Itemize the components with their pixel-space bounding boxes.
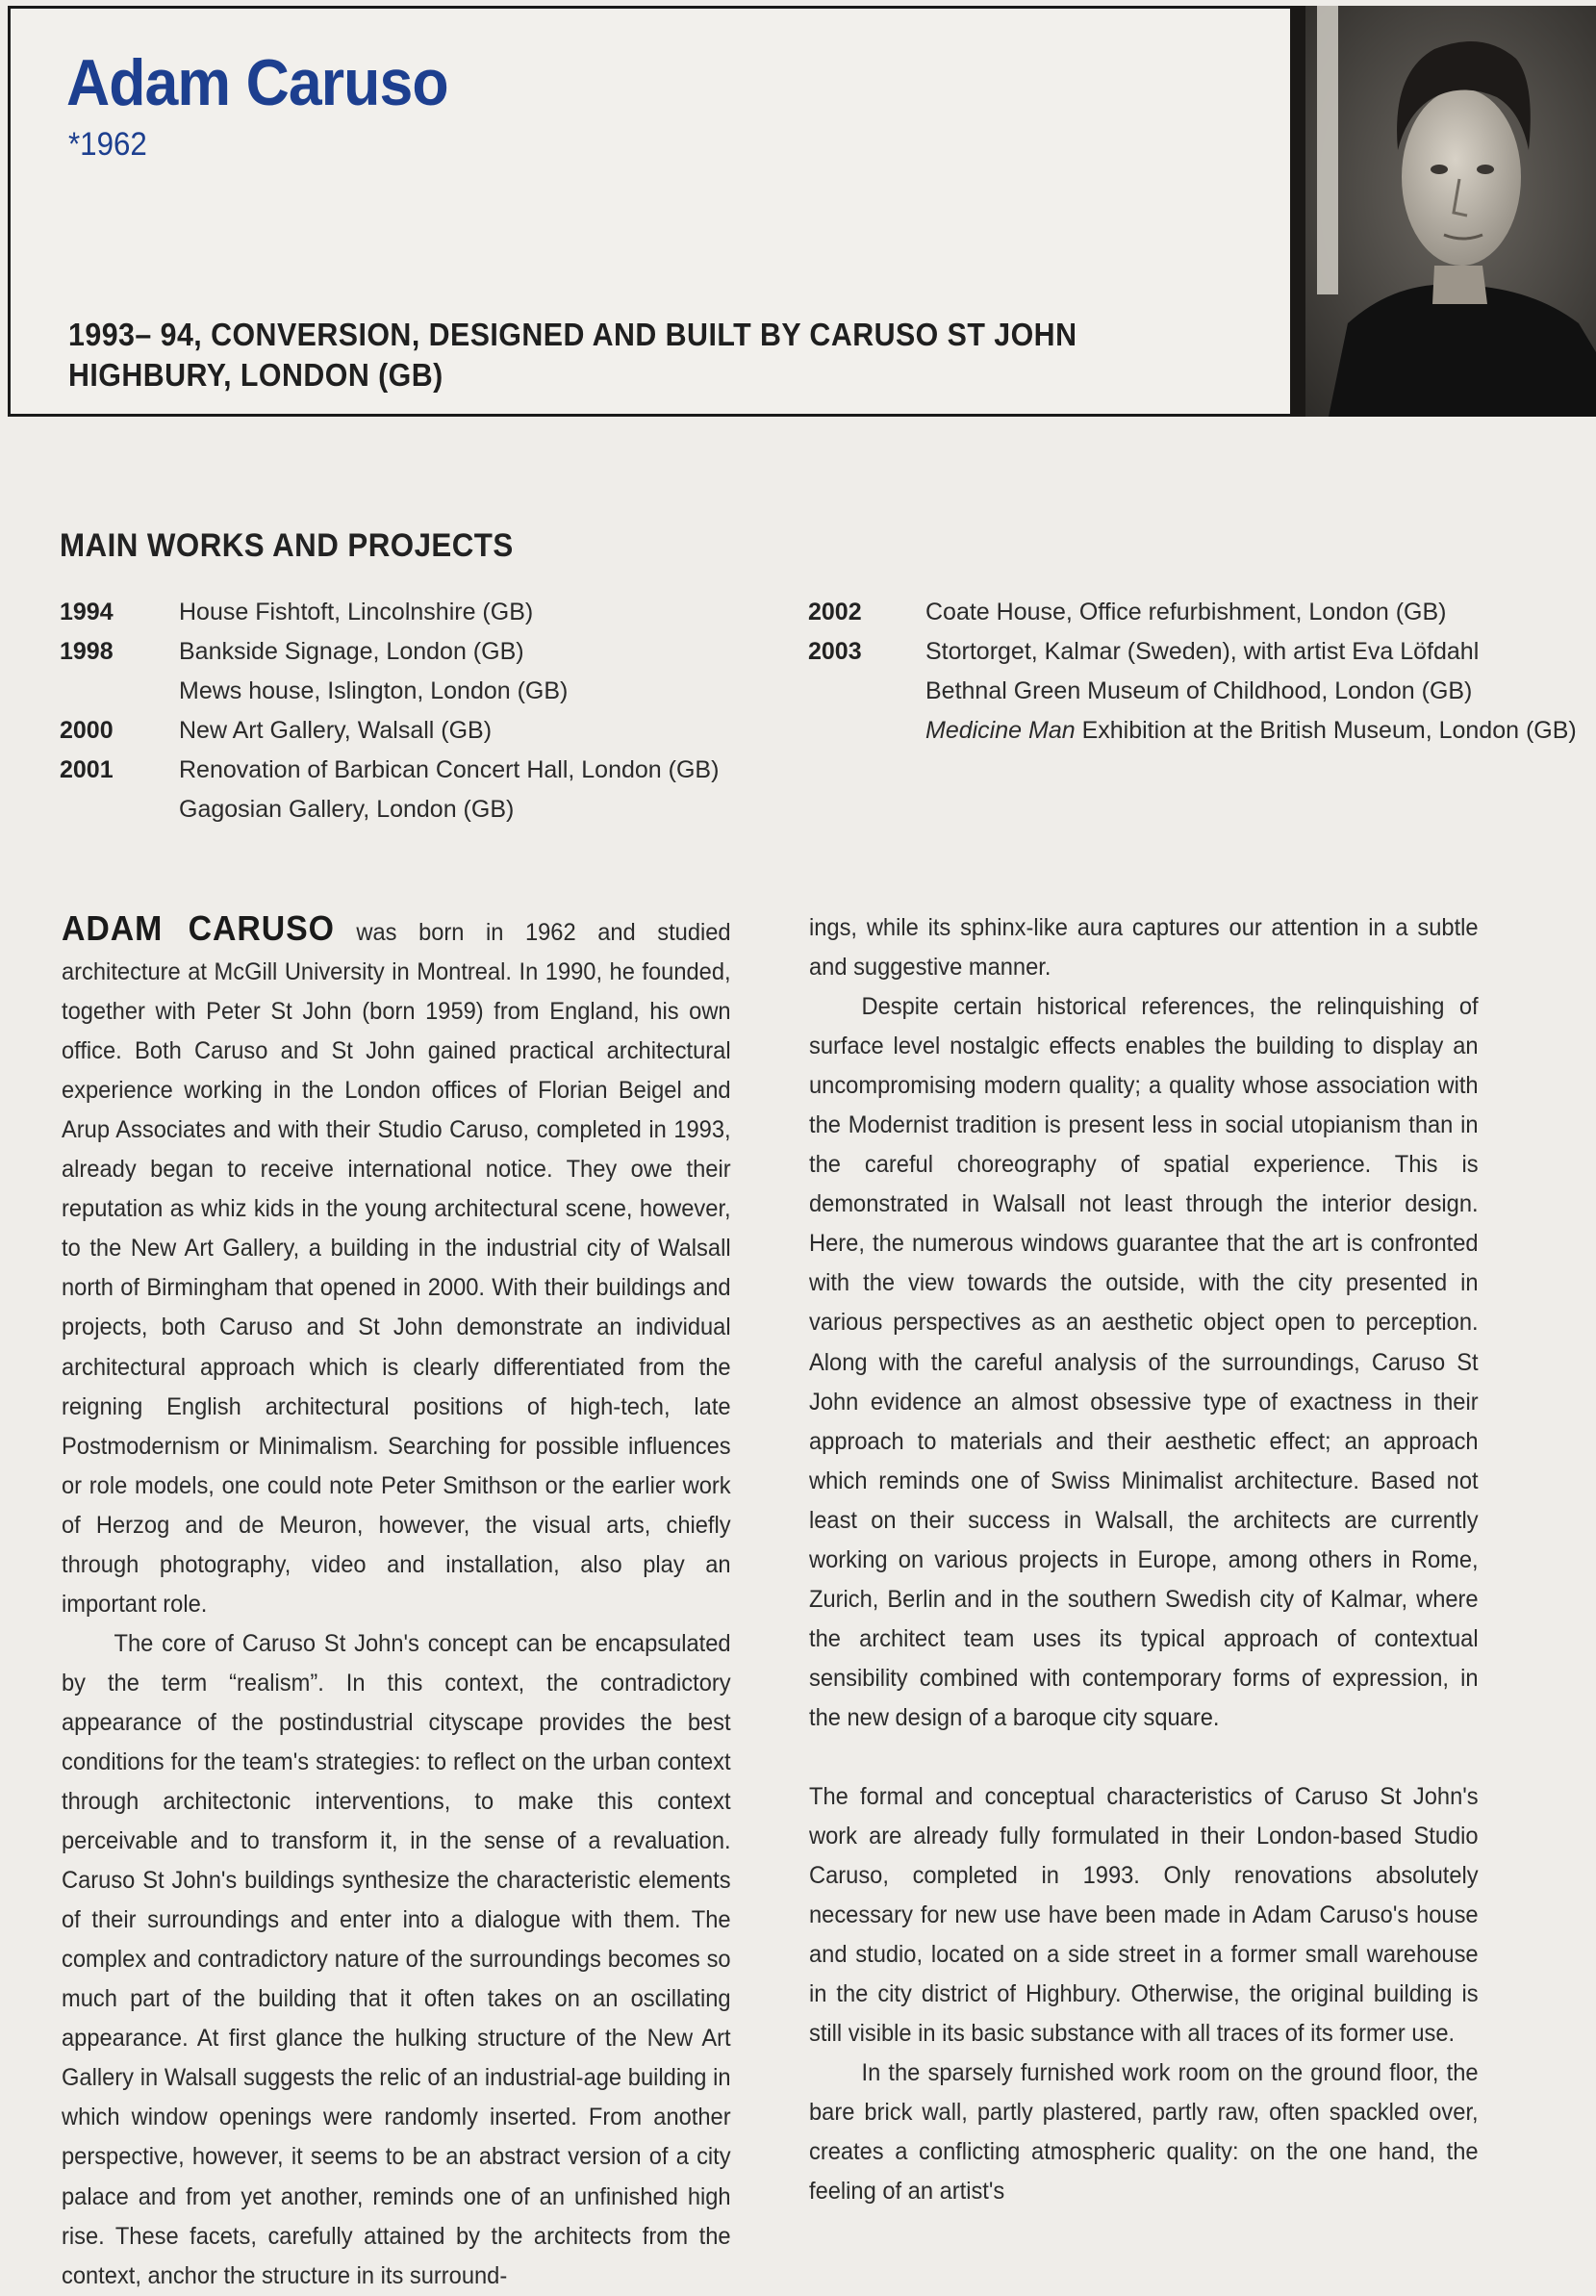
portrait-right-eye: [1477, 165, 1494, 174]
portrait-left-edge: [1290, 6, 1305, 417]
work-year: 2001: [60, 756, 114, 783]
lead-name: ADAM CARUSO: [62, 908, 335, 948]
project-title-line-1: 1993– 94, CONVERSION, DESIGNED AND BUILT BY CARUSO ST JOHN: [68, 317, 1077, 352]
works-heading: MAIN WORKS AND PROJECTS: [60, 527, 514, 564]
project-title-line-2: HIGHBURY, LONDON (GB): [68, 357, 443, 393]
paragraph-intro-text: was born in 1962 and studied architecture at McGill University in Montreal. In 1990, he founded, together with Peter St John (born 1959) from England, his own office. Both Caruso and St John gained practical architectural experience working in the London offices of Florian Beigel and Arup Associates and with their Studio Caruso, completed in 1993, already began to receive international notice. They owe their reputation as whiz kids in the young architectural scene, however, to the New Art Gallery, a building in the industrial city of Walsall north of Birmingham that opened in 2000. With their buildings and projects, both Caruso and St John demonstrate an individual architectural approach which is clearly differentiated from the reigning English architectural positions of high-tech, late Postmodernism or Minimalism. Searching for possible influences or role models, one could note Peter Smithson or the earlier work of Herzog and de Meuron, however, the visual arts, chiefly through photography, video and installation, also play an important role.: [62, 919, 731, 1618]
paragraph-modern-quality: Despite certain historical references, the relinquishing of surface level nostalgic effects enables the building to display an uncompromising modern quality; a quality whose association with the Modernist tradition is present less in social utopianism than in the careful choreography of spatial experience. This is demonstrated in Walsall not least through the interior design. Here, the numerous windows guarantee that the art is confronted with the view towards the outside, with the city presented in various perspectives as an aesthetic object open to perception. Along with the careful analysis of the surroundings, Caruso St John evidence an almost obsessive type of exactness in their approach to materials and their aesthetic effect; an approach which reminds one of Swiss Minimalist architecture. Based not least on their success in Walsall, the architects are currently working on various projects in Europe, among others in Rome, Zurich, Berlin and in the southern Swedish city of Kalmar, where the architect team uses its typical approach of contextual sensibility combined with contemporary forms of expression, in the new design of a baroque city square.: [809, 993, 1479, 1731]
work-title-italic: Medicine Man: [925, 717, 1076, 744]
work-title: House Fishtoft, Lincolnshire (GB): [179, 599, 534, 625]
work-year: 2002: [808, 599, 862, 625]
birth-year: *1962: [68, 126, 147, 163]
work-title: Bethnal Green Museum of Childhood, London (GB): [925, 677, 1473, 704]
paragraph-work-room: In the sparsely furnished work room on the ground floor, the bare brick wall, partly plastered, partly raw, often spackled over, creates a conflicting atmospheric quality: on the one hand, the feeling of an artist's: [809, 2059, 1479, 2206]
header-box: [8, 6, 1290, 417]
work-title: New Art Gallery, Walsall (GB): [179, 717, 493, 744]
work-title: Gagosian Gallery, London (GB): [179, 796, 515, 823]
portrait-photo: [1290, 6, 1596, 417]
paragraph-intro: [62, 908, 731, 1624]
architect-name: Adam Caruso: [66, 46, 448, 119]
work-year: 2003: [808, 638, 862, 665]
work-title: Stortorget, Kalmar (Sweden), with artist Eva Löfdahl: [925, 638, 1480, 665]
work-title-rest: Exhibition at the British Museum, London (GB): [1075, 717, 1577, 744]
work-title: Renovation of Barbican Concert Hall, London (GB): [179, 756, 720, 783]
portrait-neck: [1432, 266, 1487, 304]
work-year: 1998: [60, 638, 114, 665]
body-column-right: [809, 908, 1479, 2212]
paragraph-realism: The core of Caruso St John's concept can be encapsulated by the term “realism”. In this context, the contradictory appearance of the postindustrial cityscape provides the best conditions for the team's strategies: to reflect on the urban context through architectonic interventions, to make this context perceivable and to transform it, in the sense of a revaluation. Caruso St John's buildings synthesize the characteristic elements of their surroundings and enter into a dialogue with them. The complex and contradictory nature of the surroundings becomes so much part of the building that it often takes on an oscillating appearance. At first glance the hulking structure of the New Art Gallery in Walsall suggests the relic of an industrial-age building in which window openings were randomly inserted. From another perspective, however, it seems to be an abstract version of a city palace and from yet another, reminds one of an unfinished high rise. These facets, carefully attained by the architects from the context, anchor the structure in its surround-: [62, 1629, 731, 2289]
paragraph-realism-continued: ings, while its sphinx-like aura captures our attention in a subtle and suggestive manner.: [809, 914, 1479, 982]
work-title: [925, 711, 1577, 751]
work-year: 1994: [60, 599, 114, 625]
portrait-left-eye: [1431, 165, 1448, 174]
body-column-left: [62, 908, 731, 2296]
work-title: Mews house, Islington, London (GB): [179, 677, 569, 704]
work-year: 2000: [60, 717, 114, 744]
paragraph-studio-caruso: The formal and conceptual characteristics of Caruso St John's work are already fully formulated in their London-based Studio Caruso, completed in 1993. Only renovations absolutely necessary for new use have been made in Adam Caruso's house and studio, located on a side street in a former small warehouse in the city district of Highbury. Otherwise, the original building is still visible in its basic substance with all traces of its former use.: [809, 1782, 1479, 2048]
portrait-door-frame: [1317, 6, 1338, 294]
work-title: Bankside Signage, London (GB): [179, 638, 524, 665]
project-title: [68, 315, 1077, 395]
work-title: Coate House, Office refurbishment, London (GB): [925, 599, 1447, 625]
